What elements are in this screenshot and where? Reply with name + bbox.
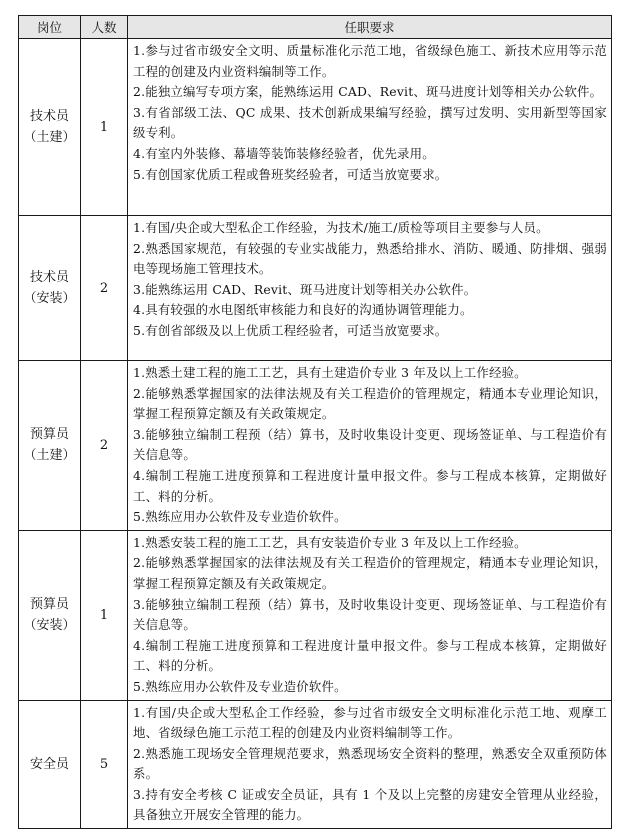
table-row <box>19 530 612 700</box>
requirement-item: 1.有国/央企或大型私企工作经验，参与过省市级安全文明标准化示范工地、观摩工地、省级绿色施工示范工程的创建及内业资料编制等工作。 <box>133 704 607 741</box>
requirement-item: 3.能熟练运用 CAD、Revit、斑马进度计划等相关办公软件。 <box>133 281 477 297</box>
position-cell <box>19 361 81 531</box>
requirement-item: 2.能够熟悉掌握国家的法律法规及有关工程造价的管理规定，精通本专业理论知识，掌握工程预算定额及有关政策规定。 <box>133 555 607 591</box>
headcount-cell: 1 <box>81 39 128 216</box>
table-row <box>19 700 612 829</box>
position-title: 技术员 <box>29 270 69 285</box>
recruitment-table <box>18 15 612 829</box>
header-position: 岗位 <box>19 16 81 39</box>
requirement-item: 5.有创国家优质工程或鲁班奖经验者，可适当放宽要求。 <box>133 166 448 182</box>
position-specialty: （安装） <box>23 291 76 306</box>
requirement-item: 4.有室内外装修、幕墙等装饰装修经验者，优先录用。 <box>133 145 435 161</box>
requirement-item: 4.编制工程施工进度预算和工程进度计量申报文件。参与工程成本核算，定期做好工、料的分析。 <box>133 467 607 504</box>
requirement-item: 2.熟悉施工现场安全管理规范要求，熟悉现场安全资料的整理，熟悉安全双重预防体系。 <box>133 745 607 782</box>
recruitment-table-container <box>18 15 611 829</box>
requirement-item: 4.编制工程施工进度预算和工程进度计量申报文件。参与工程成本核算，定期做好工、料的分析。 <box>133 637 607 674</box>
headcount-cell: 2 <box>81 216 128 361</box>
requirement-item: 3.能够独立编制工程预（结）算书，及时收集设计变更、现场签证单、与工程造价有关信息等。 <box>133 596 607 633</box>
position-title: 预算员 <box>29 597 69 613</box>
table-header-row <box>19 16 612 39</box>
requirements-cell <box>128 216 612 361</box>
position-cell <box>19 530 81 700</box>
requirement-item: 2.能独立编写专项方案，能熟练运用 CAD、Revit、斑马进度计划等相关办公软件。 <box>133 84 603 100</box>
position-cell <box>19 216 81 361</box>
requirement-item: 1.熟悉土建工程的施工工艺，具有土建造价专业 3 年及以上工作经验。 <box>133 365 527 380</box>
requirement-item: 5.熟练应用办公软件及专业造价软件。 <box>133 678 347 694</box>
requirement-item: 1.熟悉安装工程的施工工艺，具有安装造价专业 3 年及以上工作经验。 <box>133 534 527 550</box>
table-row <box>19 39 612 216</box>
table-row <box>19 216 612 361</box>
position-specialty: （土建） <box>23 130 76 145</box>
requirement-item: 5.熟练应用办公软件及专业造价软件。 <box>133 509 347 525</box>
position-cell <box>19 39 81 216</box>
requirement-item: 3.持有安全考核 C 证或安全员证，具有 1 个及以上完整的房建安全管理从业经验，具备独立开展安全管理的能力。 <box>133 786 607 823</box>
requirement-item: 4.具有较强的水电图纸审核能力和良好的沟通协调管理能力。 <box>133 302 473 318</box>
requirement-item: 5.有创省部级及以上优质工程经验者，可适当放宽要求。 <box>133 322 448 338</box>
position-specialty: （土建） <box>23 448 76 464</box>
header-requirements: 任职要求 <box>128 16 612 39</box>
requirements-cell <box>128 361 612 531</box>
requirements-cell <box>128 39 612 216</box>
headcount-cell: 2 <box>81 361 128 531</box>
header-count: 人数 <box>81 16 128 39</box>
requirement-item: 2.能够熟悉掌握国家的法律法规及有关工程造价的管理规定，精通本专业理论知识，掌握工程预算定额及有关政策规定。 <box>133 385 607 422</box>
position-title: 安全员 <box>29 756 69 772</box>
position-title: 技术员 <box>29 109 69 124</box>
requirements-cell <box>128 530 612 700</box>
headcount-cell: 1 <box>81 530 128 700</box>
requirement-item: 1.参与过省市级安全文明、质量标准化示范工地，省级绿色施工、新技术应用等示范工程的创建及内业资料编制等工作。 <box>133 43 607 79</box>
table-row <box>19 361 612 531</box>
headcount-cell: 5 <box>81 700 128 829</box>
requirement-item: 2.熟悉国家规范，有较强的专业实战能力，熟悉给排水、消防、暖通、防排烟、强弱电等现场施工管理技术。 <box>133 240 607 277</box>
requirement-item: 3.有省部级工法、QC 成果、技术创新成果编写经验，撰写过发明、实用新型等国家级专利。 <box>133 104 607 141</box>
position-cell <box>19 700 81 829</box>
requirements-cell <box>128 700 612 829</box>
requirement-item: 1.有国/央企或大型私企工作经验，为技术/施工/质检等项目主要参与人员。 <box>133 220 549 235</box>
position-specialty: （安装） <box>23 618 76 634</box>
requirement-item: 3.能够独立编制工程预（结）算书，及时收集设计变更、现场签证单、与工程造价有关信息等。 <box>133 426 607 463</box>
position-title: 预算员 <box>29 427 69 443</box>
